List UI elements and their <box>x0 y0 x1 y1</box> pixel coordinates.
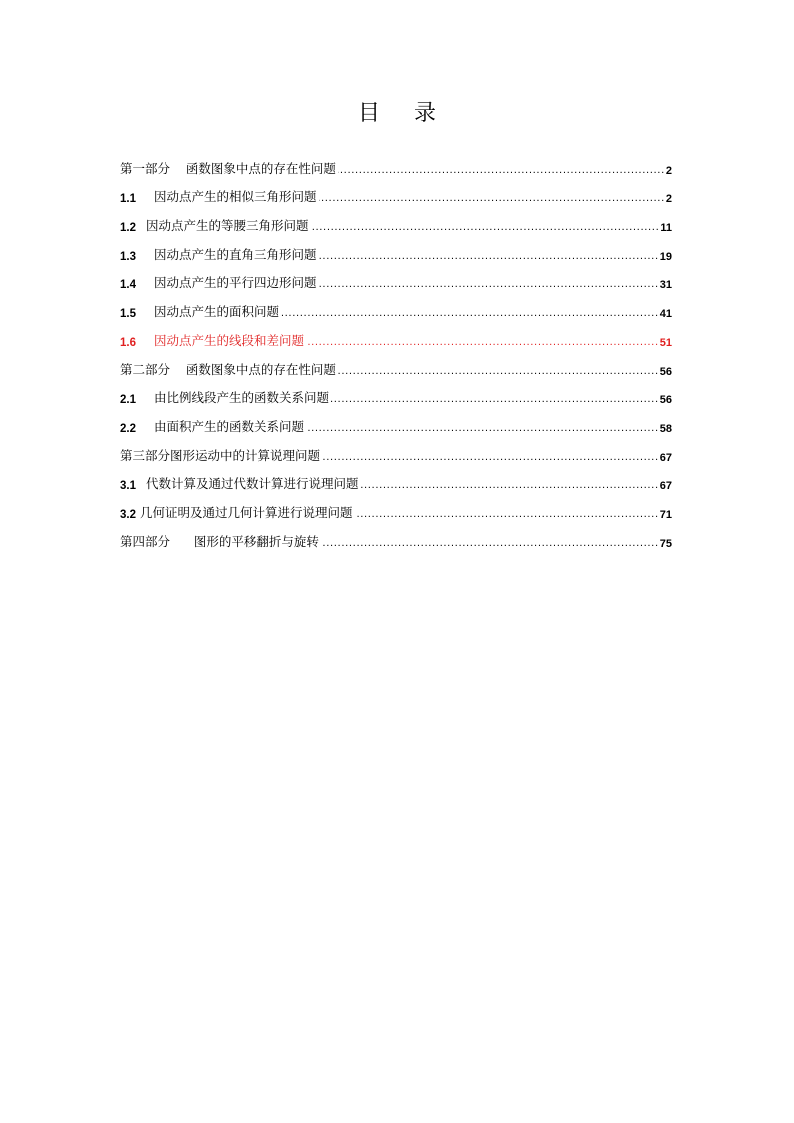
toc-entry-label: 几何证明及通过几何计算进行说理问题 <box>140 504 353 520</box>
toc-entry-page-number: 58 <box>659 422 672 435</box>
toc-entry-page-number: 75 <box>659 537 672 550</box>
title-char-left: 目 <box>357 101 380 126</box>
toc-entry-number: 1.5 <box>120 308 136 321</box>
toc-entry-label: 因动点产生的相似三角形问题 <box>154 189 317 205</box>
toc-entry-label: 因动点产生的面积问题 <box>154 304 280 320</box>
toc-entry[interactable] <box>120 464 672 493</box>
toc-entry[interactable] <box>120 492 672 521</box>
toc-entry-number: 1.2 <box>120 222 136 235</box>
toc-leader-dots <box>322 449 659 461</box>
title-char-right: 录 <box>414 101 437 126</box>
toc-leader-dots <box>281 305 659 317</box>
toc-entry-page-number: 51 <box>659 336 672 349</box>
toc-entry-label: 因动点产生的等腰三角形问题 <box>146 218 309 234</box>
toc-leader-dots <box>331 391 659 403</box>
toc-leader-dots <box>319 248 659 260</box>
toc-entry-number: 3.2 <box>120 508 136 521</box>
toc-entry[interactable] <box>120 234 672 263</box>
toc-entry-number: 2.2 <box>120 422 136 435</box>
toc-entry-label: 第四部分 图形的平移翻折与旋转 <box>120 533 319 549</box>
toc-entry-number: 2.1 <box>120 394 136 407</box>
toc-entry[interactable] <box>120 406 672 435</box>
toc-entry-number: 1.6 <box>120 336 136 349</box>
toc-leader-dots <box>361 477 659 489</box>
toc-entry[interactable] <box>120 263 672 292</box>
toc-entry-label: 由比例线段产生的函数关系问题 <box>154 390 330 406</box>
toc-entry-page-number: 56 <box>659 365 672 378</box>
toc-entry-page-number: 67 <box>659 451 672 464</box>
toc-entry-number: 1.4 <box>120 279 136 292</box>
toc-entry-label: 因动点产生的线段和差问题 <box>154 332 305 348</box>
toc-entry-label: 代数计算及通过代数计算进行说理问题 <box>146 476 359 492</box>
toc-entry-page-number: 56 <box>659 394 672 407</box>
toc-entry-label: 第三部分图形运动中的计算说理问题 <box>120 447 321 463</box>
toc-entry-number: 1.3 <box>120 250 136 263</box>
toc-leader-dots <box>319 190 665 202</box>
toc-entry[interactable] <box>120 148 672 177</box>
toc-entry-page-number: 31 <box>659 279 672 292</box>
page-title <box>0 96 794 127</box>
toc-entry-page-number: 19 <box>659 250 672 263</box>
toc-leader-dots <box>306 334 659 346</box>
toc-entry-label: 因动点产生的直角三角形问题 <box>154 246 317 262</box>
toc-entry[interactable] <box>120 320 672 349</box>
toc-entry-page-number: 71 <box>659 508 672 521</box>
toc-entry[interactable] <box>120 435 672 464</box>
toc-leader-dots <box>338 363 659 375</box>
toc-entry-page-number: 2 <box>665 164 672 177</box>
toc-entry[interactable] <box>120 521 672 550</box>
toc-entry-number: 1.1 <box>120 193 136 206</box>
toc-entry-label: 第一部分 函数图象中点的存在性问题 <box>120 160 336 176</box>
toc-entry[interactable] <box>120 177 672 206</box>
table-of-contents <box>120 148 672 550</box>
toc-entry-page-number: 2 <box>665 193 672 206</box>
toc-entry-number: 3.1 <box>120 480 136 493</box>
toc-leader-dots <box>306 420 659 432</box>
toc-entry-page-number: 41 <box>659 308 672 321</box>
toc-entry-page-number: 67 <box>659 480 672 493</box>
toc-leader-dots <box>355 506 659 518</box>
toc-leader-dots <box>338 162 665 174</box>
toc-leader-dots <box>311 219 660 231</box>
toc-entry-label: 因动点产生的平行四边形问题 <box>154 275 317 291</box>
toc-entry-page-number: 11 <box>660 222 672 235</box>
toc-entry[interactable] <box>120 378 672 407</box>
toc-entry[interactable] <box>120 349 672 378</box>
toc-entry-label: 由面积产生的函数关系问题 <box>154 418 305 434</box>
toc-leader-dots <box>319 276 659 288</box>
toc-leader-dots <box>321 535 659 547</box>
toc-entry[interactable] <box>120 291 672 320</box>
toc-entry[interactable] <box>120 205 672 234</box>
toc-entry-label: 第二部分 函数图象中点的存在性问题 <box>120 361 336 377</box>
